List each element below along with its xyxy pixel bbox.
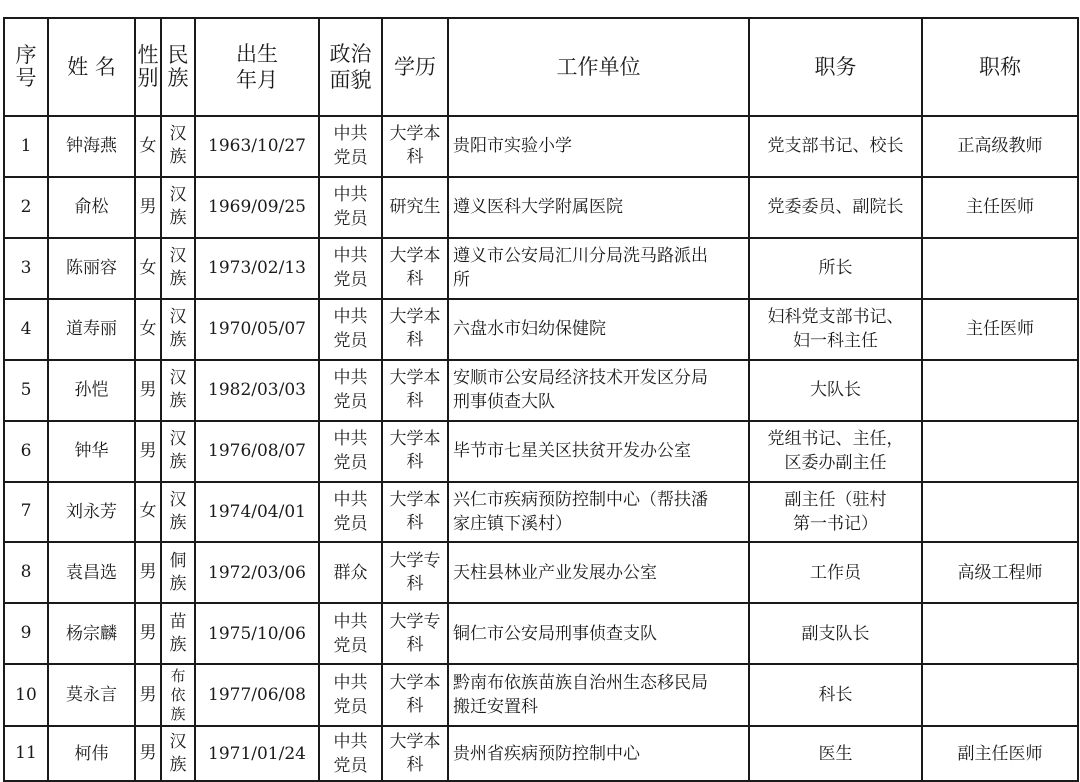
cell-seq: 6 — [4, 421, 48, 482]
cell-ethnic: 汉 族 — [161, 177, 195, 238]
cell-workplace: 遵义医科大学附属医院 — [448, 177, 749, 238]
cell-name: 杨宗麟 — [48, 603, 135, 664]
cell-education: 大学本 科 — [382, 482, 448, 543]
cell-position: 大队长 — [749, 360, 922, 421]
cell-political: 中共 党员 — [319, 299, 382, 360]
cell-gender: 男 — [135, 360, 161, 421]
cell-education: 大学本 科 — [382, 726, 448, 781]
cell-position: 科长 — [749, 664, 922, 726]
cell-gender: 女 — [135, 238, 161, 299]
cell-gender: 女 — [135, 116, 161, 177]
cell-birth: 1974/04/01 — [195, 482, 319, 543]
cell-gender: 女 — [135, 482, 161, 543]
cell-ethnic: 汉 族 — [161, 421, 195, 482]
cell-ethnic: 汉 族 — [161, 360, 195, 421]
cell-political: 中共 党员 — [319, 603, 382, 664]
cell-birth: 1972/03/06 — [195, 542, 319, 603]
header-ethnic: 民 族 — [161, 18, 195, 116]
table-row — [4, 542, 1078, 603]
cell-name: 孙恺 — [48, 360, 135, 421]
header-title: 职称 — [922, 18, 1078, 116]
cell-position: 工作员 — [749, 542, 922, 603]
cell-gender: 男 — [135, 421, 161, 482]
table-row — [4, 177, 1078, 238]
cell-birth: 1963/10/27 — [195, 116, 319, 177]
cell-birth: 1973/02/13 — [195, 238, 319, 299]
cell-seq: 7 — [4, 482, 48, 543]
cell-gender: 男 — [135, 603, 161, 664]
header-seq: 序 号 — [4, 18, 48, 116]
cell-title — [922, 482, 1078, 543]
table-row — [4, 603, 1078, 664]
cell-political: 群众 — [319, 542, 382, 603]
cell-name: 莫永言 — [48, 664, 135, 726]
cell-education: 大学本 科 — [382, 116, 448, 177]
table-row — [4, 421, 1078, 482]
cell-gender: 男 — [135, 664, 161, 726]
cell-position: 副支队长 — [749, 603, 922, 664]
cell-education: 大学本 科 — [382, 299, 448, 360]
cell-title: 高级工程师 — [922, 542, 1078, 603]
cell-education: 大学专 科 — [382, 603, 448, 664]
cell-birth: 1977/06/08 — [195, 664, 319, 726]
cell-seq: 5 — [4, 360, 48, 421]
cell-title — [922, 421, 1078, 482]
cell-name: 刘永芳 — [48, 482, 135, 543]
cell-workplace: 贵阳市实验小学 — [448, 116, 749, 177]
table-row — [4, 116, 1078, 177]
cell-position: 党委委员、副院长 — [749, 177, 922, 238]
cell-gender: 男 — [135, 542, 161, 603]
cell-education: 大学本 科 — [382, 360, 448, 421]
cell-name: 陈丽容 — [48, 238, 135, 299]
cell-seq: 1 — [4, 116, 48, 177]
cell-seq: 4 — [4, 299, 48, 360]
cell-education: 大学专 科 — [382, 542, 448, 603]
cell-ethnic: 汉 族 — [161, 299, 195, 360]
cell-birth: 1970/05/07 — [195, 299, 319, 360]
cell-title: 副主任医师 — [922, 726, 1078, 781]
cell-title — [922, 603, 1078, 664]
header-position: 职务 — [749, 18, 922, 116]
table-row — [4, 482, 1078, 543]
cell-name: 袁昌选 — [48, 542, 135, 603]
cell-ethnic: 侗 族 — [161, 542, 195, 603]
cell-political: 中共 党员 — [319, 177, 382, 238]
cell-education: 大学本 科 — [382, 664, 448, 726]
cell-political: 中共 党员 — [319, 726, 382, 781]
cell-title: 主任医师 — [922, 299, 1078, 360]
cell-education: 研究生 — [382, 177, 448, 238]
cell-name: 道寿丽 — [48, 299, 135, 360]
cell-birth: 1982/03/03 — [195, 360, 319, 421]
cell-workplace: 安顺市公安局经济技术开发区分局 刑事侦查大队 — [448, 360, 749, 421]
header-workplace: 工作单位 — [448, 18, 749, 116]
cell-birth: 1969/09/25 — [195, 177, 319, 238]
cell-ethnic: 汉 族 — [161, 482, 195, 543]
cell-seq: 3 — [4, 238, 48, 299]
cell-gender: 女 — [135, 299, 161, 360]
cell-political: 中共 党员 — [319, 360, 382, 421]
header-political: 政治 面貌 — [319, 18, 382, 116]
cell-ethnic: 汉 族 — [161, 238, 195, 299]
cell-position: 副主任（驻村 第一书记） — [749, 482, 922, 543]
cell-seq: 8 — [4, 542, 48, 603]
cell-ethnic: 汉 族 — [161, 116, 195, 177]
cell-seq: 10 — [4, 664, 48, 726]
cell-political: 中共 党员 — [319, 664, 382, 726]
cell-workplace: 黔南布依族苗族自治州生态移民局 搬迁安置科 — [448, 664, 749, 726]
table-row — [4, 726, 1078, 781]
cell-birth: 1971/01/24 — [195, 726, 319, 781]
cell-ethnic: 汉 族 — [161, 726, 195, 781]
cell-workplace: 兴仁市疾病预防控制中心（帮扶潘 家庄镇下溪村） — [448, 482, 749, 543]
cell-title — [922, 360, 1078, 421]
cell-workplace: 铜仁市公安局刑事侦查支队 — [448, 603, 749, 664]
cell-workplace: 天柱县林业产业发展办公室 — [448, 542, 749, 603]
header-education: 学历 — [382, 18, 448, 116]
cell-title — [922, 238, 1078, 299]
header-birth: 出生 年月 — [195, 18, 319, 116]
cell-name: 钟华 — [48, 421, 135, 482]
cell-political: 中共 党员 — [319, 116, 382, 177]
cell-position: 党组书记、主任， 区委办副主任 — [749, 421, 922, 482]
cadre-table — [3, 17, 1079, 782]
cell-name: 柯伟 — [48, 726, 135, 781]
cell-workplace: 毕节市七星关区扶贫开发办公室 — [448, 421, 749, 482]
table-row — [4, 664, 1078, 726]
table-row — [4, 299, 1078, 360]
cell-political: 中共 党员 — [319, 238, 382, 299]
cell-title — [922, 664, 1078, 726]
header-gender: 性 别 — [135, 18, 161, 116]
cell-position: 党支部书记、校长 — [749, 116, 922, 177]
header-row — [4, 18, 1078, 116]
header-name: 姓 名 — [48, 18, 135, 116]
cell-position: 所长 — [749, 238, 922, 299]
cell-ethnic: 布 依 族 — [161, 664, 195, 726]
cell-position: 妇科党支部书记、 妇一科主任 — [749, 299, 922, 360]
cell-workplace: 遵义市公安局汇川分局洗马路派出 所 — [448, 238, 749, 299]
cell-workplace: 贵州省疾病预防控制中心 — [448, 726, 749, 781]
cell-birth: 1976/08/07 — [195, 421, 319, 482]
cell-title: 正高级教师 — [922, 116, 1078, 177]
table-row — [4, 360, 1078, 421]
cell-title: 主任医师 — [922, 177, 1078, 238]
cell-ethnic: 苗 族 — [161, 603, 195, 664]
cell-political: 中共 党员 — [319, 482, 382, 543]
cell-education: 大学本 科 — [382, 421, 448, 482]
cell-name: 钟海燕 — [48, 116, 135, 177]
cell-gender: 男 — [135, 177, 161, 238]
cell-position: 医生 — [749, 726, 922, 781]
cell-political: 中共 党员 — [319, 421, 382, 482]
cell-seq: 9 — [4, 603, 48, 664]
cell-seq: 2 — [4, 177, 48, 238]
cell-birth: 1975/10/06 — [195, 603, 319, 664]
cell-workplace: 六盘水市妇幼保健院 — [448, 299, 749, 360]
cell-name: 俞松 — [48, 177, 135, 238]
cell-gender: 男 — [135, 726, 161, 781]
cell-seq: 11 — [4, 726, 48, 781]
cell-education: 大学本 科 — [382, 238, 448, 299]
table-row — [4, 238, 1078, 299]
